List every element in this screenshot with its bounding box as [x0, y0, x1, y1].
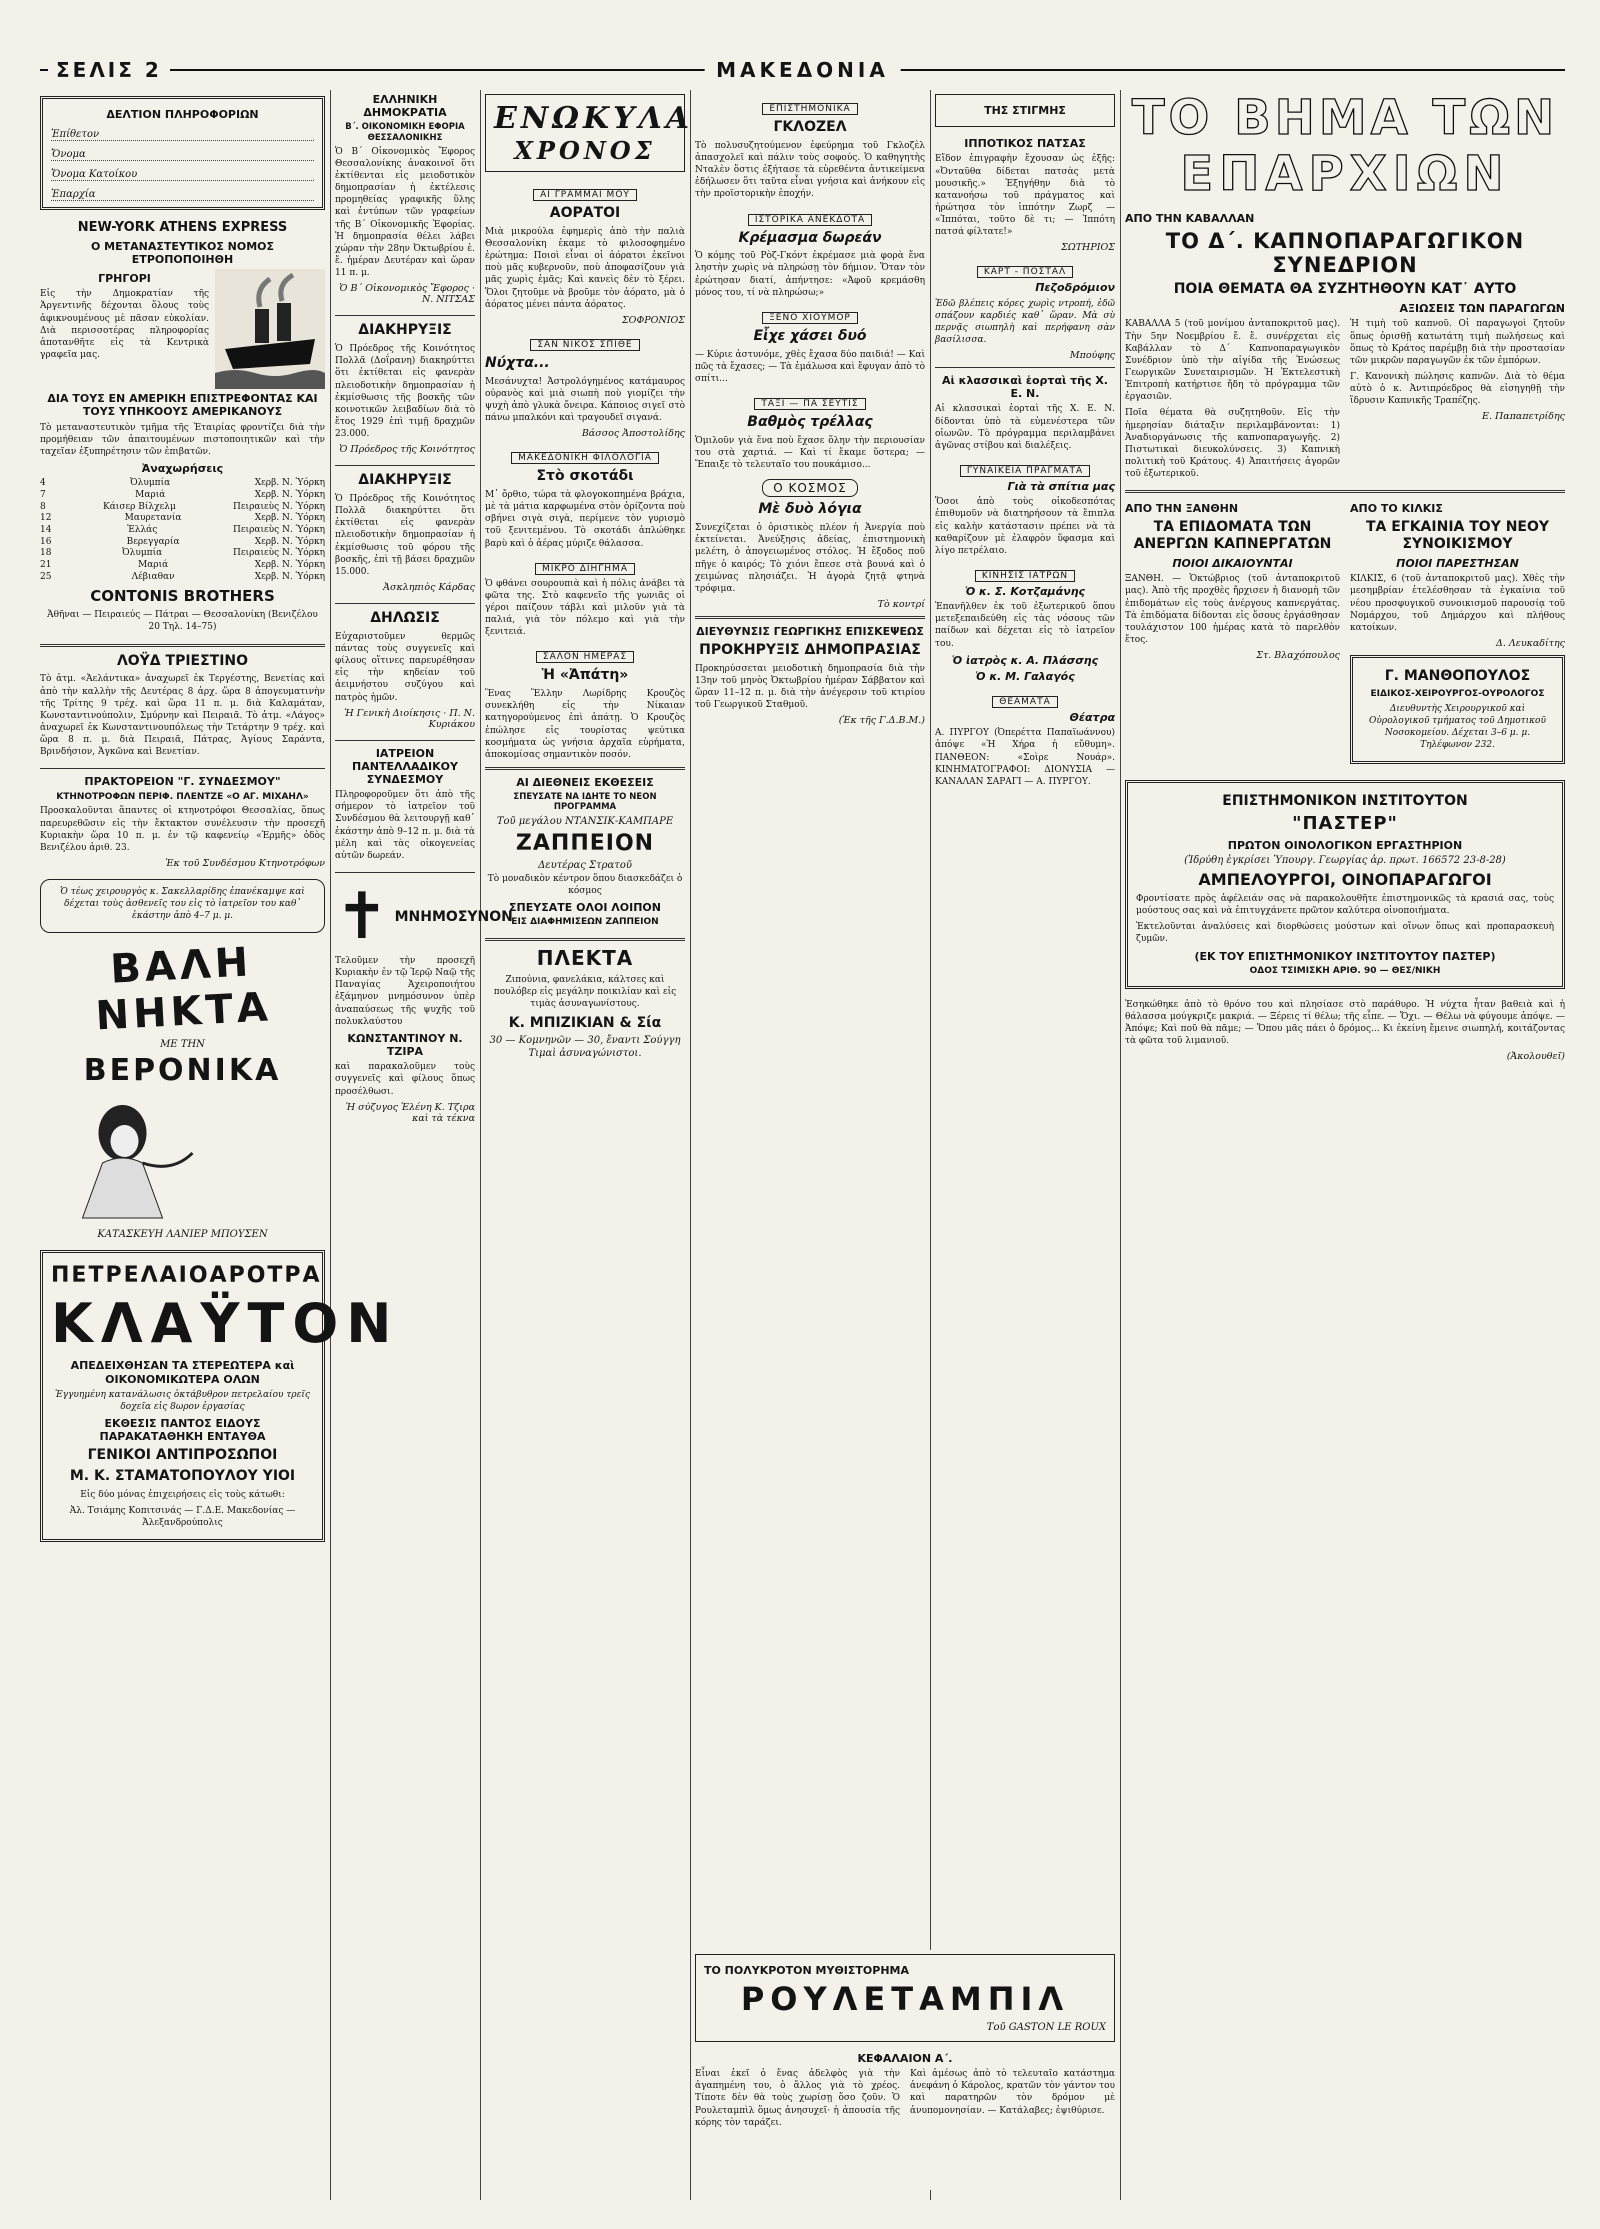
- article-signature: Μπούφης: [1069, 350, 1115, 362]
- lloyd-ad: [40, 653, 325, 759]
- departure-row: [40, 548, 325, 560]
- departure-line: Πειραιεὺς Ν. Ὑόρκη: [233, 501, 325, 512]
- serial-continuation: [1125, 999, 1565, 1063]
- departure-line: Χερβ. Ν. Ὑόρκη: [254, 489, 325, 500]
- zappeion-big: ΖΑΠΠΕΙΟΝ: [515, 830, 655, 856]
- form-field: Ὄνομα: [51, 149, 314, 161]
- article-signature: Βάσσος Ἀποστολίδης: [581, 428, 685, 440]
- belly-ad-name: ΒΕΡΟΝΙΚΑ: [83, 1053, 282, 1089]
- departure-ship: Μαριά: [135, 489, 166, 500]
- doctor-name: Ὁ κ. Σ. Κοτζαμάνης: [964, 584, 1086, 598]
- plekta-address: 30 — Κομνηνῶν — 30, ἔναντι Σούγγη: [489, 1035, 681, 1047]
- pasteur-text: Φροντίσατε πρὸς ἀφέλειάν σας νὰ παρακολουθῆτε ἐπιστημονικῶς τὰ κρασιά σας, τοὺς μούστους σας καὶ νὰ ἐπιτυγχάνετε πρῶτον καλύτερα οἰνοποιήματα.: [1136, 893, 1554, 917]
- dateline: ΑΠΟ ΤΗΝ ΞΑΝΘΗΝ: [1125, 502, 1239, 516]
- departures-heading: Ἀναχωρήσεις: [141, 461, 224, 475]
- doctor-name: Ὁ κ. Μ. Γαλαγός: [975, 669, 1075, 683]
- article-title: ΓΚΛΟΖΕΛ: [773, 119, 847, 135]
- column-3: [485, 90, 694, 2200]
- departure-ship: Μαριά: [137, 559, 169, 570]
- section-tag: ΜΑΚΕΔΟΝΙΚΗ ΦΙΛΟΛΟΓΙΑ: [511, 452, 659, 464]
- section-tag: ΜΙΚΡΟ ΔΙΗΓΗΜΑ: [535, 563, 635, 575]
- diakirixis-text: Ὁ Πρόεδρος τῆς Κοινότητος Πολλᾶ (Δοΐρανη) διακηρύττει ὅτι ἐκτίθεται εἰς φανερὰν πλειοδοτικὴν δημοπρασίαν ἡ ἐκμίσθωσις τῆς βοσκῆς τῶν κοινοτικῶν λειβαδίων διὰ τὸ ἔτος 1929 ἐπὶ τιμῇ δραχμῶν 23.000.: [335, 344, 475, 440]
- column-1: [40, 90, 400, 2200]
- ny-express-subtitle: Ο ΜΕΤΑΝΑΣΤΕΥΤΙΚΟΣ ΝΟΜΟΣ ΕΤΡΟΠΟΠΟΙΗΘΗ: [90, 239, 275, 266]
- zappeion-small: ΣΠΕΥΣΑΤΕ ΝΑ ΙΔΗΤΕ ΤΟ ΝΕΟΝ ΠΡΟΓΡΑΜΜΑ: [513, 792, 657, 813]
- article-text: Ὁ φθάνει σουρουπιὰ καὶ ἡ πόλις ἀνάβει τὰ φῶτα της. Στὸ καφενεῖο τῆς γωνιᾶς οἱ γέροι παίζουν τάβλι καὶ μιλοῦν γιὰ τὰ παλιά, γιὰ τὸν πόλεμο καὶ γιὰ τὴν ξενιτειά.: [485, 578, 685, 638]
- departure-row: [40, 513, 325, 525]
- column-4: [695, 90, 925, 2200]
- praktoreion-signature: Ἐκ τοῦ Συνδέσμου Κτηνοτρόφων: [165, 857, 325, 869]
- vima-banner-big: ΤΟ ΒΗΜΑ ΤΩΝ: [1131, 90, 1559, 146]
- pasteur-text-2: Ἐκτελοῦνται ἀναλύσεις καὶ διορθώσεις μούστων καὶ οἴνων ὅπως καὶ προπαρασκευὴ ζυμῶν.: [1136, 922, 1554, 945]
- departure-line: Πειραιεὺς Ν. Ὑόρκη: [233, 524, 325, 535]
- article-subtitle: Γιὰ τὰ σπίτια μας: [1007, 480, 1115, 494]
- article-text: Ἐπανῆλθεν ἐκ τοῦ ἐξωτερικοῦ ὅπου μετεξεπαιδεύθη εἰς τὰς νόσους τῶν παίδων καὶ δέχεται εἰς τὸ ἰατρεῖον του.: [935, 602, 1115, 649]
- column-divider: [930, 90, 931, 2200]
- column-divider: [330, 90, 331, 2200]
- departure-row: [40, 560, 325, 572]
- clayton-ad: [40, 1250, 400, 1543]
- headline: ΤΟ Δ΄. ΚΑΠΝΟΠΑΡΑΓΩΓΙΚΟΝ ΣΥΝΕΔΡΙΟΝ: [1165, 229, 1525, 278]
- diakirixis-signature: Ὁ Πρόεδρος τῆς Κοινότητος: [339, 444, 475, 456]
- departure-row: [40, 502, 325, 514]
- headline: ΤΑ ΕΠΙΔΟΜΑΤΑ ΤΩΝ ΑΝΕΡΓΩΝ ΚΑΠΝΕΡΓΑΤΩΝ: [1133, 519, 1332, 553]
- roulette-banner: [695, 1954, 1115, 2042]
- serial-end: (Ἀκολουθεῖ): [1506, 1051, 1565, 1063]
- headline: ΤΑ ΕΓΚΑΙΝΙΑ ΤΟΥ ΝΕΟΥ ΣΥΝΟΙΚΙΣΜΟΥ: [1365, 519, 1550, 553]
- dilosis-title: ΔΗΛΩΣΙΣ: [370, 610, 440, 626]
- section-tag: ΣΑΛΟΝ ΗΜΕΡΑΣ: [536, 651, 634, 663]
- mnimosynon-text: Τελοῦμεν τὴν προσεχῆ Κυριακὴν ἐν τῷ Ἱερῷ Ναῷ τῆς Παναγίας Ἀχειροποιήτου ἑξάμηνον μνημόσυνον ὑπὲρ ἀναπαύσεως τῆς ψυχῆς τοῦ πολυκλαύστου: [335, 956, 475, 1027]
- section-tag: ΓΥΝΑΙΚΕΙΑ ΠΡΑΓΜΑΤΑ: [960, 465, 1090, 477]
- section-tag: ΚΑΡΤ - ΠΟΣΤΑΛ: [977, 266, 1073, 278]
- xanthi-article: [1125, 499, 1340, 774]
- article-text: ΚΙΛΚΙΣ, 6 (τοῦ ἀνταποκριτοῦ μας). Χθὲς τὴν μεσημβρίαν ἐτελέσθησαν τὰ ἐγκαίνια τοῦ νέου προσφυγικοῦ συνοικισμοῦ παρουσίᾳ τοῦ Νομάρχου, τοῦ Δημάρχου καὶ πλήθους κατοίκων.: [1350, 574, 1565, 633]
- departure-row: [40, 478, 325, 490]
- column-divider: [1120, 90, 1121, 2200]
- divider: [335, 315, 475, 316]
- section-tag: ΘΕΑΜΑΤΑ: [992, 696, 1058, 708]
- column-2: [335, 90, 513, 2200]
- pan-notice: [335, 747, 475, 862]
- departure-line: Χερβ. Ν. Ὑόρκη: [254, 559, 325, 570]
- ny-express-ad: [40, 220, 325, 633]
- divider: [335, 603, 475, 604]
- fiction-banner-big: ΕΝΩΚΥΛΑ: [494, 101, 694, 136]
- selection-caps: ΔΙΕΥΘΥΝΣΙΣ ΓΕΩΡΓΙΚΗΣ ΕΠΙΣΚΕΨΕΩΣ: [696, 624, 924, 638]
- republic-text: Ὁ Β΄ Οἰκονομικὸς Ἔφορος Θεσσαλονίκης ἀνακοινοῖ ὅτι ἐκτίθενται εἰς μειοδοτικὸν δημοπρασίαν ἡ ἐκτέλεσις προμηθείας γραφικῆς ὕλης καὶ ἐντύπων τῶν γραφείων τῆς Β΄ Οἰκονομικῆς Ἐφορίας. Ἡ δημοπρασία θέλει λάβει χώραν τὴν 28ην Ὀκτωβρίου ἐ. ἔ. ἡμέραν Δευτέραν καὶ ὥραν 11 π. μ.: [335, 146, 475, 279]
- departure-line: Χερβ. Ν. Ὑόρκη: [254, 513, 325, 524]
- mnimosynon-text-2: καὶ παρακαλοῦμεν τοὺς συγγενεῖς καὶ φίλους ὅπως προσέλθωσι.: [335, 1062, 475, 1097]
- plekta-firm: Κ. ΜΠΙΖΙΚΙΑΝ & Σία: [508, 1014, 662, 1031]
- ny-express-text-2: Τὸ μεταναστευτικὸν τμῆμα τῆς Ἑταιρίας φροντίζει διὰ τὴν προμήθειαν τῶν ἀπαιτουμένων πιστοποιητικῶν καὶ τὴν ταχεῖαν ἐξυπηρέτησιν τῶν ἐπιβατῶν.: [40, 422, 325, 457]
- ny-express-word: ΓΡΗΓΟΡΙ: [98, 272, 151, 286]
- divider: [1125, 490, 1565, 493]
- roulette-title: ΡΟΥΛΕΤΑΜΠΙΛ: [740, 1980, 1070, 2019]
- article-text: — Κύριε ἀστυνόμε, χθὲς ἔχασα δύο παιδιά! — Καὶ πῶς τὰ ἔχασες; — Τὰ ἐμάλωσα καὶ ἔφυγαν ἀπὸ τὸ σπίτι...: [695, 349, 926, 384]
- departure-ship: Ὀλυμπία: [130, 478, 171, 489]
- lloyd-text: Τὸ ἀτμ. «Ἀελάντικα» ἀναχωρεῖ ἐκ Τεργέστης, Βενετίας καὶ ἀπὸ τὴν καλλὴν τῆς Δευτέρας 8 ἀρχ. ὥρα 8 ἀπογευματινὴν τῆς Τρίτης 9 τρέχ. καὶ ὥρα 11 π. μ. διὰ Καλαμάταν, Κωνσταντινούπολιν, Σμύρνην καὶ Πειραιᾶ. Τὸ ἀτμ. «Λάγος» ἀναχωρεῖ ἐκ Κωνσταντινουπόλεως τὴν Τετάρτην 9 τρέχ. καὶ ὥρα 8 π. μ. διὰ Πειραιᾶ, Πάτρας, Ἀγίους Σαράντα, Βρινδήσιον, Ἀγκῶνα καὶ Βενετίαν.: [40, 674, 325, 758]
- stigmi-box: [935, 94, 1115, 127]
- article-title: Νύχτα...: [485, 354, 550, 371]
- column-divider: [480, 90, 481, 2200]
- departure-line: Χερβ. Ν. Ὑόρκη: [254, 536, 325, 547]
- article-title: Μὲ δυὸ λόγια: [758, 501, 862, 518]
- fiction-banner: [485, 94, 694, 172]
- prok-text: Προκηρύσσεται μειοδοτικὴ δημοπρασία διὰ τὴν 13ην τοῦ μηνὸς Ὀκτωβρίου ἡμέραν Σάββατον καὶ ὥραν 11–12 π. μ. διὰ τὴν ἀνέγερσιν τοῦ κτιρίου τοῦ Γεωργικοῦ Σταθμοῦ.: [695, 663, 925, 711]
- departure-n: 14: [40, 524, 52, 535]
- contonis-brothers: CONTONIS BROTHERS: [90, 587, 275, 606]
- clayton-line: ΑΠΕΔΕΙΧΘΗΣΑΝ ΤΑ ΣΤΕΡΕΩΤΕΡΑ καὶ ΟΙΚΟΝΟΜΙΚΩΤΕΡΑ ΟΛΩΝ: [70, 1359, 295, 1386]
- article-text: Μιὰ μικρούλα ἐφημερὶς ἀπὸ τὴν παλιὰ Θεσσαλονίκη ἐκαμε τὸ φιλοσοφημένο ἐρώτημα: Ποιοὶ εἶναι οἱ ἀόρατοι ἐκεῖνοι ποὺ μᾶς κυβερνοῦν, ποὺ ἀποφασίζουν γιὰ μᾶς χωρὶς ἐμᾶς; Καὶ κανεὶς δὲν τὸ ξέρει. Ὅλοι ζητοῦμε νὰ βροῦμε τὸν ἀόρατο, μὰ ὁ ἀόρατος μένει πάντα ἀόρατος.: [485, 226, 685, 310]
- article-title: Στὸ σκοτάδι: [536, 468, 634, 485]
- roulette-text-2: Καὶ ἀμέσως ἀπὸ τὸ τελευταῖο κατάστημα ἀνεφάνη ὁ Κάρολος, κρατῶν τὸν γάντον του καὶ παρατηρῶν τὸν δρόμον μὲ ἀνυπομονησίαν. — Κατάλαβες; ἐψιθύρισε.: [910, 2069, 1115, 2116]
- prok-signature: (Ἐκ τῆς Γ.Δ.Β.Μ.): [838, 715, 925, 727]
- ny-express-title: NEW-YORK ATHENS EXPRESS: [77, 220, 288, 236]
- belly-ad-small: ΜΕ ΤΗΝ: [160, 1039, 205, 1051]
- article-text: Γ. Κανονικὴ πώλησις καπνῶν. Διὰ τὸ θέμα αὐτὸ ὁ κ. Ἀντιπρόεδρος θὰ εἰσηγηθῇ τὴν ἵδρυσιν Καπνικῆς Τραπέζης.: [1350, 372, 1565, 407]
- republic-title: ΕΛΛΗΝΙΚΗ ΔΗΜΟΚΡΑΤΙΑ: [363, 93, 447, 120]
- zappeion-by: Τοῦ μεγάλου ΝΤΑΝΣΙΚ-ΚΑΜΠΑΡΕ: [496, 815, 674, 827]
- dateline: ΑΠΟ ΤΗΝ ΚΑΒΑΛΛΑΝ: [1125, 212, 1255, 225]
- mnimosynon-notice: [335, 879, 513, 1124]
- article-text: Μ᾽ ὄρθιο, τώρα τὰ φλογοκοπημένα βράχια, μὲ τὰ μάτια καρφωμένα στὸν ὁρίζοντα ποὺ σβήνει σιγὰ σιγὰ, περίμενε τὸν γυρισμὸ τοῦ ξενιτεμένου. Τὸ σκοτάδι ἁπλώθηκε βαρὺ καὶ ὁ ἀέρας μύριζε θάλασσα.: [485, 489, 685, 549]
- clayton-line: Ἀλ. Τσιάμης Κοπιτσινάς — Γ.Δ.Ε. Μακεδονίας — Ἀλεξανδρούπολις: [69, 1506, 296, 1529]
- belly-ad: [40, 939, 325, 1240]
- mnimosynon-name: ΚΩΝΣΤΑΝΤΙΝΟΥ Ν. ΤΖΙΡΑ: [347, 1031, 463, 1059]
- pan-text: Πληροφοροῦμεν ὅτι ἀπὸ τῆς σήμερον τὸ ἰατρεῖον τοῦ Συνδέσμου θὰ λειτουργῇ καθ᾽ ἑκάστην ἀπὸ 9–12 π. μ. διὰ τὰ μέλη καὶ τὰς οἰκογενείας αὐτῶν δωρεάν.: [335, 790, 475, 861]
- serial-section: [695, 1950, 1115, 2190]
- clayton-line: Ἐγγυημένη κατανάλωσις ὀκτάβυθρον πετρελαίου τρεῖς δοχεῖα εἰς 8ωρον ἐργασίας: [55, 1389, 310, 1412]
- section-tag: ΙΣΤΟΡΙΚΑ ΑΝΕΚΔΟΤΑ: [748, 214, 872, 226]
- plekta-ad: [485, 947, 685, 1059]
- praktoreion-text: Προσκαλοῦνται ἅπαντες οἱ κτηνοτρόφοι Θεσσαλίας, ὅπως παρευρεθῶσιν εἰς τὴν ἔκτακτον συνέλευσιν τὴν προσεχῆ Κυριακὴν ὥρα 10 π. μ. ἐν τῷ καφενείῳ «Ἐρμῆς» ὁδὸς Βενιζέλου ἀριθ. 23.: [40, 806, 325, 853]
- section-tag: Ο ΚΟΣΜΟΣ: [762, 479, 858, 497]
- divider: [695, 616, 925, 619]
- article-text: Εἴδον ἐπιγραφὴν ἔχουσαν ὡς ἑξῆς: «Ὀνταῦθα δίδεται πατσὰς μετὰ μουσικῆς.» Ἐξηγήθην διὰ τὸ κατανοήσω τοῦ πράγματος καὶ ἠρώτησα τὸν ἱππότην Ζωρζ — «Ἱππόται, τοῦτο δὲ τι; — Ἱππότη πατσά φίλτατε!»: [935, 154, 1115, 238]
- info-form-title: ΔΕΛΤΙΟΝ ΠΛΗΡΟΦΟΡΙΩΝ: [106, 108, 259, 121]
- pasteur-est: (Ἱδρύθη ἐγκρίσει Ὑπουργ. Γεωργίας ἀρ. πρωτ. 166572 23-8-28): [1184, 854, 1506, 866]
- article-text: Ἡ τιμὴ τοῦ καπνοῦ. Οἱ παραγωγοὶ ζητοῦν ὅπως ὁρισθῇ κατωτάτη τιμὴ πωλήσεως καὶ ὅπως τὸ Κράτος παρέμβῃ διὰ τὴν προστασίαν τῶν μικρῶν παραγωγῶν ἐκ τῶν ἐμπόρων.: [1350, 319, 1565, 366]
- praktoreion-title: ΠΡΑΚΤΟΡΕΙΟΝ "Γ. ΣΥΝΔΕΣΜΟΥ": [84, 775, 281, 789]
- praktoreion-subtitle: ΚΤΗΝΟΤΡΟΦΩΝ ΠΕΡΙΦ. ΠΛΕΝΤΖΕ «Ο ΑΓ. ΜΙΧΑΗΛ»: [56, 791, 309, 802]
- diakirixis-signature: Ἀσκληπιὸς Κάρδας: [383, 582, 475, 593]
- departure-n: 4: [40, 478, 46, 489]
- belly-ad-big: ΒΑΛΗ ΝΗΚΤΑ: [94, 939, 273, 1040]
- section-tag: ΞΕΝΟ ΧΙΟΥΜΟΡ: [762, 312, 858, 324]
- divider: [335, 740, 475, 741]
- section-tag: ΤΑΞΙ — ΠΑ ΣΕΥΤΙΣ: [754, 398, 865, 410]
- departure-n: 25: [40, 571, 52, 582]
- ny-express-caps: ΔΙΑ ΤΟΥΣ ΕΝ ΑΜΕΡΙΚΗ ΕΠΙΣΤΡΕΦΟΝΤΑΣ ΚΑΙ ΤΟΥΣ ΥΠΗΚΟΟΥΣ ΑΜΕΡΙΚΑΝΟΥΣ: [47, 392, 318, 419]
- pasteur-title: ΕΠΙΣΤΗΜΟΝΙΚΟΝ ΙΝΣΤΙΤΟΥΤΟΝ: [1222, 793, 1468, 810]
- roulette-text: Εἶναι ἐκεῖ ὁ ἕνας ἀδελφὸς γιὰ τὴν ἀγαπημένη του, ὁ ἄλλος γιὰ τὸ χρέος. Τίποτε δὲν θὰ τοὺς χωρίσῃ ὅσο ζοῦν. Ὁ Ρουλεταμπὶλ ὅμως ἀνησυχεῖ· ἡ ἀπουσία τῆς κόρης τὸν ταράζει.: [695, 2069, 900, 2128]
- lady-illustration: [40, 1093, 325, 1223]
- departure-line: Χερβ. Ν. Ὑόρκη: [254, 571, 325, 582]
- zappeion-text: Τὸ μοναδικὸν κέντρον ὅπου διασκεδάζει ὁ κόσμος: [487, 873, 683, 896]
- departure-n: 8: [40, 501, 46, 512]
- departure-row: [40, 537, 325, 549]
- ship-illustration: [215, 269, 325, 389]
- article-text: Α. ΠΥΡΓΟΥ (Ὀπερέττα Παπαϊωάννου) ἀπόψε «Ἡ Χήρα ἡ εὔθυμη». ΠΑΝΘΕΟΝ: «Σοὶρε Νουάρ». ΚΙΝΗΜΑΤΟΓΡΑΦΟΙ: ΔΙΟΝΥΣΙΑ — ΚΑΝΑΛΑΝ ΣΑΡΑΓΙ — Α. ΠΥΡΓΟΥ.: [935, 728, 1115, 787]
- kilkis-article: [1350, 499, 1565, 774]
- article-text: ΞΑΝΘΗ. — Ὁκτώβριος (τοῦ ἀνταποκριτοῦ μας). Ἀπὸ τῆς προχθὲς ἤρχισεν ἡ διανομὴ τῶν ἐπιδομάτων εἰς τοὺς ἀνέργους καπνεργάτας. Τὰ ἐπιδόματα δίδονται εἰς ὅσους ἐργάσθησαν τουλάχιστον 100 ἡμέρας κατὰ τὸ παρελθὸν ἔτος.: [1125, 574, 1340, 645]
- clayton-big: ΚΛΑΫΤΟΝ: [51, 1292, 400, 1356]
- article-signature: Ε. Παπαπετρίδης: [1482, 411, 1565, 423]
- article-text: Μεσάνυχτα! Ἀστρολόγημένος κατάμαυρος οὐρανὸς καὶ μιὰ σιωπὴ ποὺ γιομίζει τὴν ψυχὴ ἀπὸ γλυκὰ ὄνειρα. Κάποιος σιγεῖ στὸ πάνω μπαλκόνι καὶ τραγουδεῖ σιγανά.: [485, 376, 685, 423]
- article-signature: ΣΩΤΗΡΙΟΣ: [1061, 242, 1115, 254]
- divider: [335, 872, 475, 873]
- contonis-address: Ἀθῆναι — Πειραιεύς — Πάτραι — Θεσσαλονίκη (Βενιζέλου 20 Τηλ. 14–75): [47, 610, 318, 633]
- departure-ship: Ὀλυμπία: [122, 548, 163, 559]
- article-title: Εἶχε χάσει δυό: [753, 327, 867, 344]
- divider: [485, 767, 685, 770]
- departure-n: 18: [40, 548, 52, 559]
- vima-banner: [1125, 90, 1565, 202]
- zappeion-all: ΣΠΕΥΣΑΤΕ ΟΛΟΙ ΛΟΙΠΟΝ: [509, 901, 661, 915]
- zappeion-ad: [485, 776, 685, 928]
- departure-ship: Λέβιαθαν: [131, 571, 175, 582]
- clayton-line: ΓΕΝΙΚΟΙ ΑΝΤΙΠΡΟΣΩΠΟΙ: [87, 1447, 278, 1464]
- article-subtitle: Θέατρα: [1069, 711, 1115, 725]
- fiction-banner-small: ΧΡΟΝΟΣ: [514, 136, 656, 165]
- mnimosynon-signature: Ἡ σύζυγος Ἑλένη Κ. Τζιρα καὶ τὰ τέκνα: [345, 1101, 475, 1124]
- article-title: Αἱ κλασσικαὶ ἑορταὶ τῆς Χ. Ε. Ν.: [942, 374, 1108, 401]
- departure-ship: Ἑλλάς: [127, 524, 158, 535]
- pan-title: ΙΑΤΡΕΙΟΝ ΠΑΝΤΕΛΛΑΔΙΚΟΥ ΣΥΝΔΕΣΜΟΥ: [352, 746, 458, 787]
- article-text: ΚΑΒΑΛΛΑ 5 (τοῦ μονίμου ἀνταποκριτοῦ μας). Τὴν 5ην Νοεμβρίου ἔ. ἔ. συνέρχεται εἰς Καβάλλαν τὸ Δ΄ Καπνοπαραγωγικὸν Συνέδριον ὑπὸ τὴν αἰγίδα τῆς Ἑνώσεως Γεωργικῶν Συνεταιρισμῶν. Ἡ Ἐκτελεστικὴ Ἐπιτροπὴ κατήρτισε ἤδη τὸ πρόγραμμα τῶν ἐργασιῶν.: [1125, 319, 1340, 403]
- departure-ship: Κάισερ Βίλχελμ: [102, 501, 176, 512]
- article-signature: Στ. Βλαχόπουλος: [1256, 650, 1340, 662]
- divider: [40, 644, 325, 647]
- prok-title: ΠΡΟΚΗΡΥΞΙΣ ΔΗΜΟΠΡΑΣΙΑΣ: [699, 642, 921, 659]
- doctor-ad-name: Γ. ΜΑΝΘΟΠΟΥΛΟΣ: [1384, 667, 1531, 684]
- departure-ship: Μαυρετανία: [124, 513, 182, 524]
- pasteur-big: ΑΜΠΕΛΟΥΡΓΟΙ, ΟΙΝΟΠΑΡΑΓΩΓΟΙ: [1198, 869, 1492, 889]
- article-signature: Δ. Λευκαδίτης: [1496, 637, 1565, 649]
- article-title: Κρέμασμα δωρεάν: [738, 229, 882, 246]
- masthead: [40, 58, 1565, 82]
- subheadline: ΠΟΙΟΙ ΔΙΚΑΙΟΥΝΤΑΙ: [1172, 557, 1293, 571]
- departure-n: 16: [40, 536, 52, 547]
- column-divider: [690, 90, 691, 2200]
- zappeion-foot: ΕΙΣ ΔΙΑΦΗΜΙΣΕΩΝ ΖΑΠΠΕΙΟΝ: [511, 917, 659, 928]
- divider: [935, 367, 1115, 368]
- article-text: Ποῖα θέματα θὰ συζητηθοῦν. Εἰς τὴν ἡμερησίαν διάταξιν περιλαμβάνονται: 1) Ἀναδιοργάνωσις τῆς καπνοπαραγωγῆς. 2) Πιστωτικαὶ διευκολύνσεις. 3) Καπνικὴ πολιτικὴ τοῦ Κράτους. 4) Ἀπαιτήσεις ἀγορῶν τοῦ ἐξωτερικοῦ.: [1125, 408, 1340, 480]
- departure-n: 21: [40, 559, 52, 570]
- clayton-line: Εἰς δύο μόνας ἐπιχειρήσεις εἰς τοὺς κάτωθι:: [80, 1489, 285, 1500]
- article-text: Συνεχίζεται ὁ ὀριστικὸς πλέον ἡ Ἀνεργία ποὺ ἐκτείνεται. Ἀνεύξησις ἀδείας, ἐπιστημονικὴ μελέτη, ὁ ἀπογειωμένος στόλος. Ἡ ἔξοδος ποῦ πῆγε ὁ καιρός; Τὸ χιόνι ἔπεσε στὰ βουνά καὶ ὁ χειμώνας πλησιάζει. Ἡ ἀγορὰ ζητᾷ φτηνὰ τρόφιμα.: [695, 523, 925, 594]
- article-title: Ἡ «Ἀπάτη»: [541, 667, 629, 684]
- dateline: ΑΠΟ ΤΟ ΚΙΛΚΙΣ: [1350, 502, 1443, 516]
- zappeion-sub: Δευτέρας Στρατοῦ: [538, 859, 632, 871]
- serial-text: Ἐσηκώθηκε ἀπὸ τὸ θρόνο του καὶ πλησίασε στὸ παράθυρο. Ἡ νύχτα ἦταν βαθειὰ καὶ ἡ θάλασσα μούγκριζε μακριά. — Ξέρεις τί θέλω; τῆς εἶπε. — Ὄχι. — Θέλω νὰ φύγουμε ἀπόψε. — Ἀπόψε; Καὶ ποῦ θὰ πᾶμε; — Ὅπου μᾶς πάει ὁ δρόμος... Κι ἐκείνη ἔμεινε σιωπηλή, κοιτάζοντας τὰ φῶτα τοῦ λιμανιοῦ.: [1125, 999, 1565, 1046]
- subheadline-2: ΑΞΙΩΣΕΙΣ ΤΩΝ ΠΑΡΑΓΩΓΩΝ: [1399, 302, 1565, 316]
- lloyd-title: ΛΟΫΔ ΤΡΙΕΣΤΙΝΟ: [116, 652, 249, 669]
- doctor-ad: [1350, 655, 1565, 764]
- departure-n: 7: [40, 489, 46, 500]
- vima-banner-sub: ΕΠΑΡΧΙΩΝ: [1180, 146, 1510, 202]
- doctor-ad-text: Διευθυντὴς Χειρουργικοῦ καὶ Οὐρολογικοῦ τμήματος τοῦ Δημοτικοῦ Νοσοκομείου. Δέχεται 3–6 μ. μ. Τηλέφωνον 232.: [1369, 703, 1546, 750]
- article-title: ΑΟΡΑΤΟΙ: [549, 205, 621, 221]
- diakirixis-title: ΔΙΑΚΗΡΥΞΙΣ: [358, 322, 452, 339]
- info-form: [40, 96, 325, 210]
- doctor-name: Ὁ ἰατρὸς κ. Α. Πλάσσης: [951, 653, 1099, 667]
- article-text: Ἕνας Ἕλλην Λωρίδρης Κρουζὸς συνεκλήθη εἰς τὴν Νίκαιαν κατηγορούμενος ἐπὶ ἀπάτῃ. Ὁ Κρουζὸς ἐπώλησε εἰς τουρίστας ψεύτικα κοσμήματα ὡς γνήσια ἀρχαῖα εὑρήματα, ἀποκομίσας σημαντικὸν ποσόν.: [485, 689, 685, 760]
- departure-line: Χερβ. Ν. Ὑόρκη: [254, 478, 325, 489]
- doctor-ad-sub: ΕΙΔΙΚΟΣ-ΧΕΙΡΟΥΡΓΟΣ-ΟΥΡΟΛΟΓΟΣ: [1370, 688, 1545, 699]
- page-number: ΣΕΛΙΣ 2: [48, 58, 170, 82]
- departure-ship: Βερεγγαρία: [126, 536, 180, 547]
- dilosis-text: Εὐχαριστοῦμεν θερμῶς πάντας τοὺς συγγενεῖς καὶ φίλους οἵτινες παρευρέθησαν εἰς τὴν κηδείαν τοῦ ἀειμνήστου συζύγου καὶ πατρὸς ἡμῶν.: [335, 631, 475, 703]
- mnimosynon-title: ΜΝΗΜΟΣΥΝΟΝ: [394, 908, 513, 925]
- article-signature: ΣΟΦΡΟΝΙΟΣ: [621, 314, 685, 326]
- diakirixis-2: [335, 472, 475, 593]
- dilosis: [335, 610, 475, 730]
- form-field: Ἐπαρχία: [51, 189, 314, 201]
- clayton-line: ΕΚΘΕΣΙΣ ΠΑΝΤΟΣ ΕΙΔΟΥΣ ΠΑΡΑΚΑΤΑΘΗΚΗ ΕΝΤΑΥΘΑ: [99, 1417, 266, 1444]
- departures-list: [40, 478, 325, 583]
- article-text: Ἐδῶ βλέπεις κόρες χωρὶς ντροπή, ἐδῶ σπάζουν καρδιές καθ᾽ ὥραν. Μὰ σὺ περνᾷς σιωπηλὴ καὶ περήφανη σὰν βασίλισσα.: [935, 298, 1115, 345]
- article-title: Βαθμὸς τρέλλας: [747, 414, 873, 431]
- divider: [335, 465, 475, 466]
- section-tag: ΚΙΝΗΣΙΣ ΙΑΤΡΩΝ: [975, 570, 1075, 582]
- diakirixis-text: Ὁ Πρόεδρος τῆς Κοινότητος Πολλᾶ διακηρύττει ὅτι ἐκτίθεται εἰς φανερὰν πλειοδοτικὴν δημοπρασίαν ἡ ἐκμίσθωσις τοῦ φόρου τῆς βοσκῆς, ἐπὶ τῇ βάσει δραχμῶν 15.000.: [335, 494, 475, 577]
- pasteur-ad: [1125, 780, 1565, 988]
- section-tag: ΑΙ ΓΡΑΜΜΑΙ ΜΟΥ: [533, 189, 637, 201]
- republic-notice: [335, 93, 475, 305]
- departure-row: [40, 490, 325, 502]
- section-tag: ΣΑΝ ΝΙΚΟΣ ΣΠΙΘΕ: [530, 339, 639, 351]
- article-text: Αἱ κλασσικαὶ ἑορταὶ τῆς Χ. Ε. Ν. δίδονται ὑπὸ τὰ εὐμενέστερα τῶν οἰωνῶν. Τὸ πρόγραμμα περιλαμβάνει ἀγῶνας στίβου καὶ διαλέξεις.: [935, 404, 1115, 451]
- paper-title: ΜΑΚΕΔΟΝΙΑ: [704, 58, 901, 82]
- roulette-author: Τοῦ GASTON LE ROUX: [986, 2021, 1106, 2033]
- plekta-title: ΠΛΕΚΤΑ: [536, 946, 634, 971]
- clayton-heading: ΠΕΤΡΕΛΑΙΟΑΡΟΤΡΑ: [51, 1262, 322, 1288]
- quote-text: Ὁ τέως χειρουργὸς κ. Σακελλαρίδης ἐπανέκαμψε καὶ δέχεται τοὺς ἀσθενεῖς του εἰς τὸ ἰατρεῖον του καθ᾽ ἑκάστην ἀπὸ 4–7 μ. μ.: [60, 886, 305, 922]
- pasteur-from: (ΕΚ ΤΟΥ ΕΠΙΣΤΗΜΟΝΙΚΟΥ ΙΝΣΤΙΤΟΥΤΟΥ ΠΑΣΤΕΡ): [1194, 949, 1496, 963]
- diakirixis-1: [335, 322, 475, 455]
- plekta-text: Ζιπούνια, φανελάκια, κάλτσες καὶ πουλόβερ εἰς μεγάλην ποικιλίαν καὶ εἰς τιμὰς ἀσυναγωνίστους.: [493, 975, 677, 1010]
- roulette-tag: ΤΟ ΠΟΛΥΚΡΟΤΟΝ ΜΥΘΙΣΤΟΡΗΜΑ: [704, 1964, 909, 1977]
- diakirixis-title: ΔΙΑΚΗΡΥΞΙΣ: [358, 472, 452, 489]
- departure-n: 12: [40, 513, 52, 524]
- pasteur-sub: ΠΡΩΤΟΝ ΟΙΝΟΛΟΓΙΚΟΝ ΕΡΓΑΣΤΗΡΙΟΝ: [1227, 838, 1463, 852]
- departure-line: Πειραιεὺς Ν. Ὑόρκη: [233, 548, 325, 559]
- pasteur-name: "ΠΑΣΤΕΡ": [1292, 812, 1398, 834]
- divider: [485, 938, 685, 941]
- republic-signature: Ὁ Β΄ Οἰκονομικὸς Ἔφορος · Ν. ΝΙΤΣΑΣ: [339, 283, 475, 306]
- article-text: Τὸ πολυσυζητούμενον ἐφεύρημα τοῦ Γκλοζὲλ ἀπασχολεῖ καὶ πάλιν τοὺς σοφούς. Ὁ καθηγητὴς Νταλὲν ὅστις ἐξήτασε τὰ εὑρεθέντα ἀντικείμενα ἐδήλωσεν ὅτι ταῦτα εἶναι γνήσια καὶ ἀνήκουν εἰς τὴν προϊστορικὴν ἐποχήν.: [695, 140, 925, 200]
- form-field: Ὄνομα Κατοίκου: [51, 169, 314, 181]
- quote-box: [40, 879, 325, 933]
- departure-row: [40, 572, 325, 584]
- clayton-line: Μ. Κ. ΣΤΑΜΑΤΟΠΟΥΛΟΥ ΥΙΟΙ: [69, 1468, 296, 1485]
- article-text: Ὅσοι ἀπὸ τοὺς οἰκοδεσπότας ἐπιθυμοῦν νὰ διατηρήσουν τὰ ἔπιπλα εἰς καλὴν κατάστασιν πρέπει νὰ τὰ καθαρίζουν μὲ ἐλαφρὸν ὕφασμα καὶ λίγο πετρέλαιο.: [935, 497, 1115, 556]
- cross-icon: ✝: [335, 880, 389, 955]
- article-text: Ὁμιλοῦν γιὰ ἕνα ποὺ ἔχασε ὅλην τὴν περιουσίαν του στὰ χαρτιά. — Καὶ τί ἔκαμε ὕστερα; — Ἔπαιξε τὸ τελευταῖο του πουκάμισο...: [695, 435, 925, 471]
- belly-ad-note: ΚΑΤΑΣΚΕΥΗ ΛΑΝΙΕΡ ΜΠΟΥΣΕΝ: [97, 1228, 268, 1240]
- subheadline: ΠΟΙΟΙ ΠΑΡΕΣΤΗΣΑΝ: [1396, 557, 1519, 571]
- praktoreion-notice: [40, 775, 325, 869]
- section-tag: ΕΠΙΣΤΗΜΟΝΙΚΑ: [762, 103, 857, 115]
- form-field: Ἐπίθετον: [51, 129, 314, 141]
- stigmi-title: ΤΗΣ ΣΤΙΓΜΗΣ: [984, 104, 1066, 117]
- column-5: [935, 90, 1115, 2200]
- plekta-foot: Τιμαὶ ἀσυναγώνιστοι.: [528, 1048, 642, 1060]
- roulette-chapter: ΚΕΦΑΛΑΙΟΝ Α΄.: [857, 2051, 953, 2065]
- column-6: [1125, 90, 1565, 2200]
- article-subtitle: Πεζοδρόμιον: [1035, 281, 1115, 295]
- departure-row: [40, 525, 325, 537]
- subheadline: ΠΟΙΑ ΘΕΜΑΤΑ ΘΑ ΣΥΖΗΤΗΘΟΥΝ ΚΑΤ᾽ ΑΥΤΟ: [1173, 281, 1517, 298]
- article-signature: Τὸ κοντρί: [877, 598, 925, 610]
- article-title: ΙΠΠΟΤΙΚΟΣ ΠΑΤΣΑΣ: [964, 137, 1086, 151]
- pasteur-address: ΟΔΟΣ ΤΣΙΜΙΣΚΗ ΑΡΙΘ. 90 — ΘΕΣ/ΝΙΚΗ: [1249, 965, 1441, 976]
- article-text: Ὁ κόμης τοῦ Ρὸζ-Γκόντ ἐκρέμασε μιὰ φορὰ ἕνα ληστὴν χωρὶς νὰ πληρώσῃ τὸν δήμιον. Ὅταν τὸν ἐρώτησαν διατί, ἀπήντησε: «Ἀφοῦ κρεμάσθη μόνος του, τί νὰ πληρώσω;»: [695, 251, 925, 298]
- zappeion-caps: ΑΙ ΔΙΕΘΝΕΙΣ ΕΚΘΕΣΕΙΣ: [516, 775, 654, 789]
- dilosis-signature: Ἡ Γενικὴ Διοίκησις · Π. Ν. Κυριάκου: [344, 707, 475, 730]
- ny-express-text: Εἰς τὴν Δημοκρατίαν τῆς Ἀργεντινῆς δέχονται ὅλους τοὺς ἀφικνουμένους μὲ πᾶσαν εὐκολίαν. Διὰ περισσοτέρας πληροφορίας ἀποτανθῆτε εἰς τὰ Κεντρικὰ γραφεῖα μας.: [40, 289, 209, 361]
- republic-subtitle: Β΄. ΟΙΚΟΝΟΜΙΚΗ ΕΦΟΡΙΑ ΘΕΣΣΑΛΟΝΙΚΗΣ: [345, 122, 465, 143]
- divider: [40, 768, 325, 769]
